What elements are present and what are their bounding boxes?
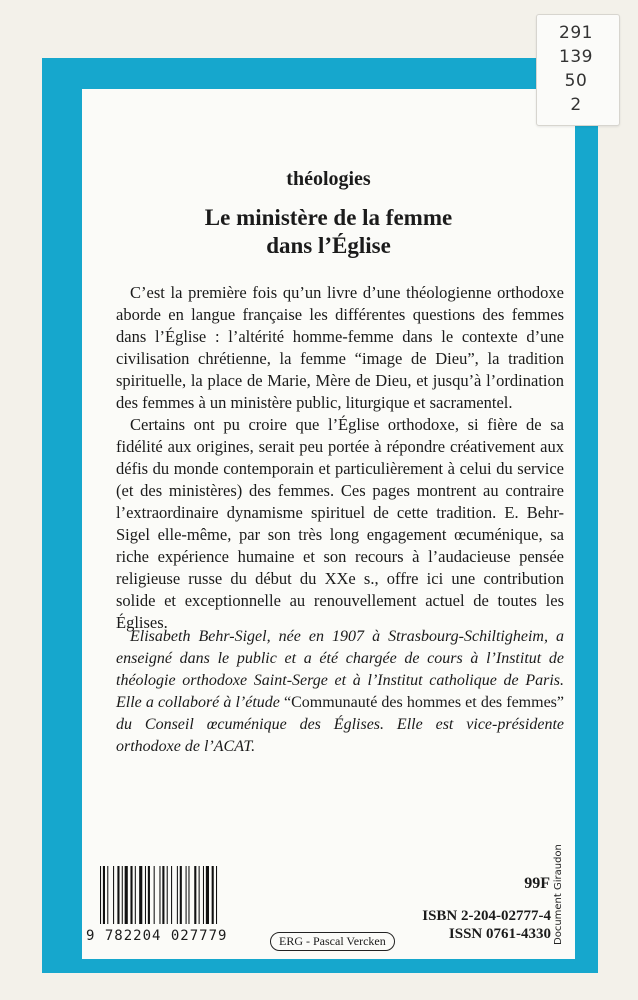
- series-name: théologies: [286, 168, 371, 190]
- price: 99F: [524, 875, 550, 892]
- barcode-bar: [135, 866, 136, 924]
- barcode-bar: [212, 866, 214, 924]
- barcode-number: 9 782204 027779: [86, 928, 228, 944]
- barcode-bar: [113, 866, 114, 924]
- author-bio-part-2: du Conseil œcuménique des Églises. Elle est vice-présidente orthodoxe de l’ACAT.: [116, 716, 564, 755]
- tag-line-3: 50: [564, 71, 588, 91]
- barcode-bar: [203, 866, 204, 924]
- tag-line-4: 2: [570, 95, 582, 115]
- barcode-bar: [159, 866, 160, 924]
- tag-line-2: 139: [559, 47, 593, 67]
- isbn: ISBN 2-204-02777-4: [422, 908, 551, 924]
- photo-credit: Document Giraudon: [553, 844, 564, 945]
- barcode-bar: [188, 866, 189, 924]
- barcode-bar: [122, 866, 123, 924]
- book-title-line-2: dans l’Église: [266, 233, 391, 258]
- barcode-bar: [103, 866, 105, 924]
- barcode-bar: [100, 866, 101, 924]
- publisher-mark: ERG - Pascal Vercken: [270, 932, 395, 951]
- barcode-bar: [199, 866, 200, 924]
- barcode-bar: [145, 866, 146, 924]
- barcode-bar: [180, 866, 182, 924]
- barcode-bar: [177, 866, 178, 924]
- handwritten-library-tag: [536, 14, 620, 126]
- book-title-line-1: Le ministère de la femme: [204, 205, 453, 230]
- barcode-bar: [148, 866, 150, 924]
- author-bio-study-title: “Communauté des hommes et des femmes”: [284, 694, 565, 711]
- issn: ISSN 0761-4330: [448, 926, 551, 942]
- author-bio-part-1: Elisabeth Behr-Sigel, née en 1907 à Strasbourg-Schiltigheim, a enseigné dans le public et a été chargée de cours à l’Institut de théologie orthodoxe Saint-Serge et à l’Institut catholique de Paris. Elle a collaboré à l’étude: [116, 628, 564, 711]
- barcode-bar: [194, 866, 196, 924]
- barcode-bar: [206, 866, 209, 924]
- blurb-paragraph-1: C’est la première fois qu’un livre d’une théologienne orthodoxe aborde en langue française les différentes questions des femmes dans l’Église : l’altérité homme-femme dans le contexte d’une civilisation chrétienne, la femme “image de Dieu”, la tradition spirituelle, la place de Marie, Mère de Dieu, et jusqu’à l’ordination des femmes à un ministère public, liturgique et sacramentel.: [116, 283, 564, 412]
- blurb: [116, 282, 564, 634]
- barcode-bar: [139, 866, 142, 924]
- barcode: [98, 866, 258, 924]
- barcode-bar: [171, 866, 172, 924]
- barcode-bar: [216, 866, 217, 924]
- barcode-bar: [186, 866, 187, 924]
- barcode-bar: [162, 866, 164, 924]
- barcode-bar: [117, 866, 119, 924]
- author-bio-paragraph: [116, 626, 564, 758]
- barcode-bar: [167, 866, 168, 924]
- blurb-paragraph-2: Certains ont pu croire que l’Église orthodoxe, si fière de sa fidélité aux origines, serait peu portée à répondre créativement aux défis du monde contemporain et particulièrement à celui du service (et des ministères) des femmes. Ces pages montrent au contraire l’extraordinaire dynamisme spirituel de cette tradition. E. Behr-Sigel elle-même, par son très long engagement œcuménique, sa riche expérience humaine et son recours à l’audacieuse pensée religieuse russe du début du XXe s., offre ici une contribution solide et exceptionnelle au renouvellement actuel de toutes les Églises.: [116, 415, 564, 632]
- barcode-bar: [125, 866, 128, 924]
- author-bio: [116, 626, 564, 758]
- barcode-bar: [107, 866, 108, 924]
- barcode-bar: [130, 866, 132, 924]
- barcode-bar: [154, 866, 155, 924]
- tag-line-1: 291: [559, 23, 593, 43]
